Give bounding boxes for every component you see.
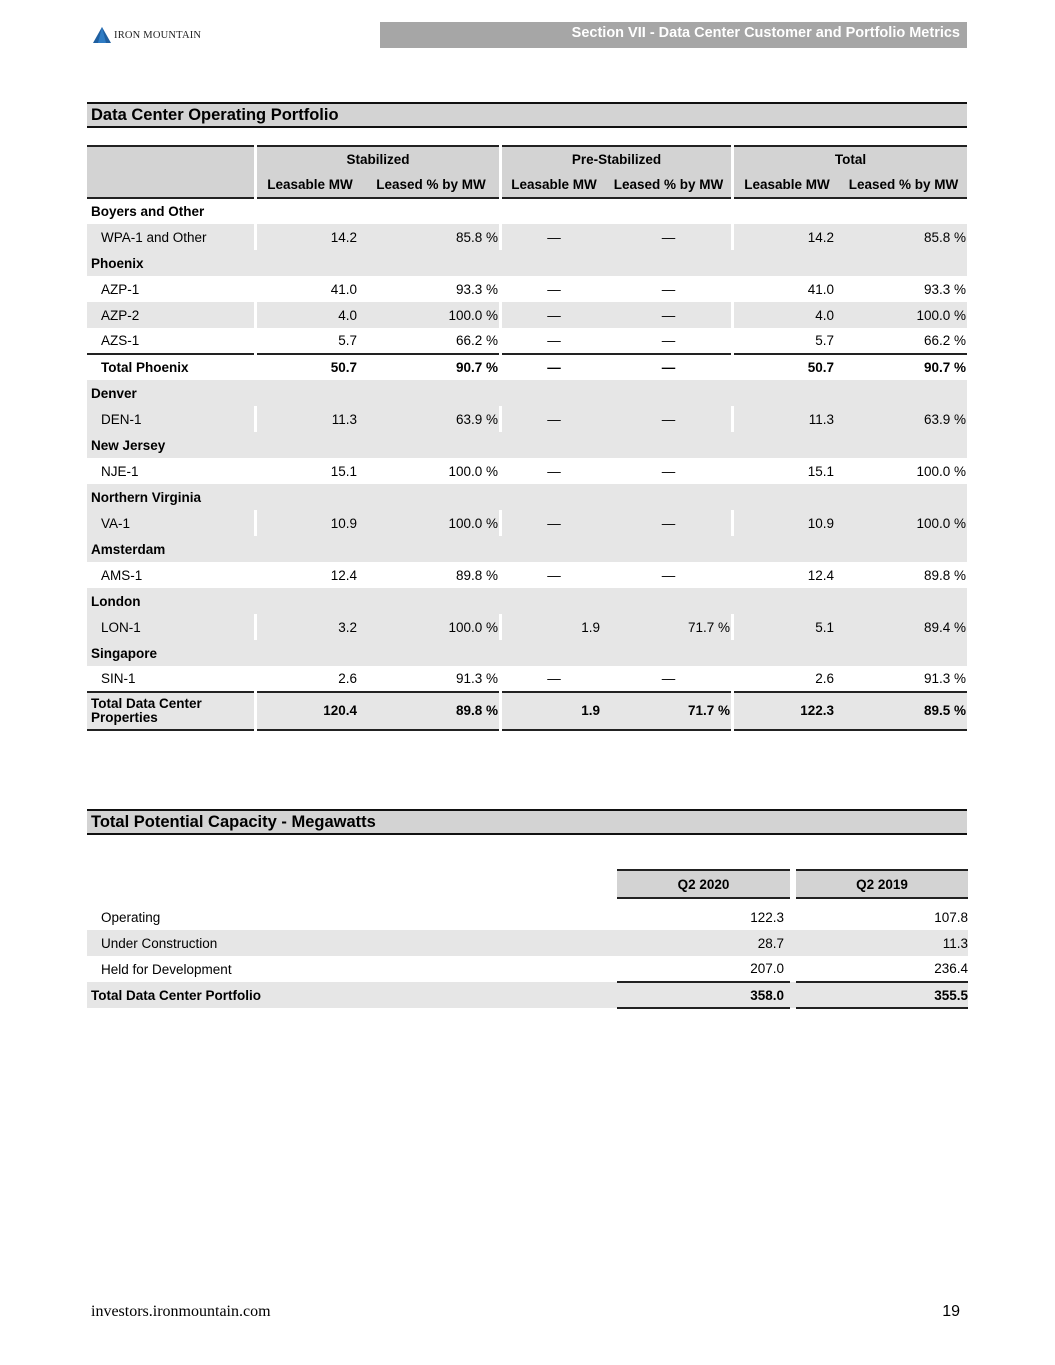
value-stabilized-mw: 15.1 <box>330 463 357 479</box>
value-stabilized-pct: 100.0 % <box>363 614 499 640</box>
group-header-row <box>87 146 967 172</box>
facility-row <box>87 224 967 250</box>
grand-total-label-line2: Properties <box>91 710 158 725</box>
facility-label: AZP-1 <box>101 281 140 297</box>
value-total-mw: 10.9 <box>734 510 840 536</box>
footer-url[interactable]: investors.ironmountain.com <box>91 1303 271 1320</box>
value-total-pct: 63.9 % <box>840 406 967 432</box>
group-header-total: Total <box>734 146 967 172</box>
capacity-value-q2-2020: 28.7 <box>617 930 790 956</box>
value-pre-stabilized-pct: 71.7 % <box>606 614 731 640</box>
value-total-pct: 89.4 % <box>840 614 967 640</box>
facility-row <box>87 614 967 640</box>
value-stabilized-pct: 90.7 % <box>363 354 499 380</box>
value-stabilized-pct: 100.0 % <box>363 302 499 328</box>
value-total-pct: 85.8 % <box>840 224 967 250</box>
header-blank <box>87 146 254 198</box>
region-row <box>87 432 967 458</box>
value-pre-stabilized-mw: — <box>547 671 561 686</box>
region-label: Denver <box>87 380 967 406</box>
value-stabilized-mw: 10.9 <box>257 510 363 536</box>
region-row <box>87 250 967 276</box>
capacity-total-label: Total Data Center Portfolio <box>87 982 617 1008</box>
value-pre-stabilized-pct: — <box>606 224 731 250</box>
value-pre-stabilized-mw: — <box>547 567 561 583</box>
col-header-pre-stabilized-pct: Leased % by MW <box>606 172 731 198</box>
facility-row <box>87 458 967 484</box>
region-label: Singapore <box>87 640 967 666</box>
value-total-mw: 4.0 <box>734 302 840 328</box>
capacity-total-q2-2020: 358.0 <box>617 982 790 1008</box>
region-row <box>87 588 967 614</box>
grand-total-pre-stabilized-pct: 71.7 % <box>606 692 731 730</box>
capacity-row-label: Operating <box>101 909 161 925</box>
col-header-q2-2020: Q2 2020 <box>617 870 790 898</box>
capacity-row-label: Held for Development <box>101 961 232 977</box>
facility-row <box>87 666 967 692</box>
value-stabilized-mw: 50.7 <box>257 354 363 380</box>
value-pre-stabilized-pct: — <box>661 671 676 686</box>
value-stabilized-pct: 100.0 % <box>448 463 499 479</box>
facility-row <box>87 328 967 354</box>
value-total-pct: 66.2 % <box>923 333 967 348</box>
section-banner: Section VII - Data Center Customer and Portfolio Metrics <box>380 22 967 48</box>
value-pre-stabilized-mw: — <box>502 354 606 380</box>
region-label: Phoenix <box>87 250 967 276</box>
region-total-label: Total Phoenix <box>87 354 254 380</box>
value-total-mw: 5.1 <box>734 614 840 640</box>
mountain-logo-icon <box>93 27 111 43</box>
facility-label: NJE-1 <box>101 463 139 479</box>
facility-row <box>87 302 967 328</box>
capacity-title: Total Potential Capacity - Megawatts <box>87 809 967 835</box>
value-pre-stabilized-pct: — <box>606 302 731 328</box>
value-total-mw: 12.4 <box>807 567 835 583</box>
value-stabilized-pct: 63.9 % <box>363 406 499 432</box>
portfolio-table <box>87 145 967 731</box>
value-pre-stabilized-pct: — <box>606 406 731 432</box>
capacity-value-q2-2019: 107.8 <box>934 909 968 925</box>
col-header-total-mw: Leasable MW <box>734 172 840 198</box>
grand-total-row <box>87 692 967 730</box>
value-total-mw: 14.2 <box>734 224 840 250</box>
value-pre-stabilized-pct: — <box>661 463 676 479</box>
value-stabilized-mw: 4.0 <box>257 302 363 328</box>
value-pre-stabilized-mw: — <box>547 281 561 297</box>
col-header-stabilized-mw: Leasable MW <box>257 172 363 198</box>
capacity-table <box>87 869 968 1009</box>
region-total-row <box>87 354 967 380</box>
facility-label: AZS-1 <box>101 333 140 348</box>
value-total-mw: 11.3 <box>734 406 840 432</box>
value-total-pct: 100.0 % <box>916 463 967 479</box>
facility-label: VA-1 <box>87 510 254 536</box>
logo-text: IRON MOUNTAIN <box>114 29 202 41</box>
region-label: Amsterdam <box>87 536 967 562</box>
facility-label: AMS-1 <box>101 567 143 583</box>
company-logo <box>93 27 201 43</box>
value-pre-stabilized-mw: — <box>502 510 606 536</box>
capacity-row <box>87 930 968 956</box>
grand-total-label-line1: Total Data Center <box>91 696 202 711</box>
capacity-value-q2-2019: 236.4 <box>934 961 968 976</box>
grand-total-total-pct: 89.5 % <box>840 692 967 730</box>
facility-row <box>87 510 967 536</box>
value-pre-stabilized-mw: 1.9 <box>502 614 606 640</box>
capacity-row-label: Under Construction <box>87 930 617 956</box>
value-pre-stabilized-mw: — <box>502 302 606 328</box>
grand-total-stabilized-pct: 89.8 % <box>363 692 499 730</box>
region-row <box>87 198 967 224</box>
page-number: 19 <box>942 1303 960 1320</box>
value-pre-stabilized-pct: — <box>661 281 676 297</box>
capacity-value-q2-2019: 11.3 <box>796 930 968 956</box>
value-total-pct: 100.0 % <box>840 302 967 328</box>
value-stabilized-mw: 2.6 <box>338 671 357 686</box>
facility-label: SIN-1 <box>101 671 136 686</box>
facility-row <box>87 406 967 432</box>
value-stabilized-pct: 93.3 % <box>455 281 499 297</box>
value-pre-stabilized-mw: — <box>502 406 606 432</box>
col-header-total-pct: Leased % by MW <box>840 172 967 198</box>
portfolio-title: Data Center Operating Portfolio <box>87 102 967 128</box>
grand-total-pre-stabilized-mw: 1.9 <box>502 692 606 730</box>
value-stabilized-pct: 100.0 % <box>363 510 499 536</box>
value-total-mw: 41.0 <box>807 281 835 297</box>
capacity-total-row <box>87 982 968 1008</box>
value-total-pct: 89.8 % <box>923 567 967 583</box>
region-label: New Jersey <box>87 432 967 458</box>
grand-total-label <box>87 692 254 730</box>
value-stabilized-pct: 66.2 % <box>455 333 499 348</box>
value-stabilized-mw: 41.0 <box>330 281 357 297</box>
capacity-row <box>87 904 968 930</box>
value-stabilized-pct: 91.3 % <box>455 671 499 686</box>
capacity-row <box>87 956 968 982</box>
region-label: London <box>87 588 967 614</box>
value-stabilized-mw: 5.7 <box>338 333 357 348</box>
value-pre-stabilized-mw: — <box>502 224 606 250</box>
value-stabilized-pct: 89.8 % <box>455 567 499 583</box>
value-total-mw: 50.7 <box>734 354 840 380</box>
grand-total-stabilized-mw: 120.4 <box>257 692 363 730</box>
value-total-pct: 90.7 % <box>840 354 967 380</box>
value-stabilized-mw: 11.3 <box>257 406 363 432</box>
value-total-pct: 100.0 % <box>840 510 967 536</box>
region-row <box>87 640 967 666</box>
value-pre-stabilized-pct: — <box>661 333 676 348</box>
region-label: Northern Virginia <box>87 484 967 510</box>
value-stabilized-pct: 85.8 % <box>363 224 499 250</box>
facility-label: DEN-1 <box>87 406 254 432</box>
value-total-mw: 15.1 <box>807 463 835 479</box>
facility-label: WPA-1 and Other <box>87 224 254 250</box>
capacity-value-q2-2020: 122.3 <box>750 909 784 925</box>
facility-label: LON-1 <box>87 614 254 640</box>
value-stabilized-mw: 3.2 <box>257 614 363 640</box>
value-total-pct: 93.3 % <box>923 281 967 297</box>
group-header-pre-stabilized: Pre-Stabilized <box>502 146 731 172</box>
value-total-mw: 2.6 <box>815 671 835 686</box>
grand-total-total-mw: 122.3 <box>734 692 840 730</box>
group-header-stabilized: Stabilized <box>257 146 499 172</box>
col-header-stabilized-pct: Leased % by MW <box>363 172 499 198</box>
capacity-header-row <box>87 870 968 898</box>
region-row <box>87 484 967 510</box>
region-row <box>87 380 967 406</box>
region-row <box>87 536 967 562</box>
value-pre-stabilized-pct: — <box>606 510 731 536</box>
facility-row <box>87 562 967 588</box>
value-stabilized-mw: 12.4 <box>330 567 357 583</box>
value-pre-stabilized-pct: — <box>606 354 731 380</box>
capacity-total-q2-2019: 355.5 <box>796 982 968 1008</box>
region-label: Boyers and Other <box>91 204 205 219</box>
value-stabilized-mw: 14.2 <box>257 224 363 250</box>
value-total-pct: 91.3 % <box>923 671 967 686</box>
value-pre-stabilized-pct: — <box>661 567 676 583</box>
capacity-value-q2-2020: 207.0 <box>750 961 784 976</box>
col-header-pre-stabilized-mw: Leasable MW <box>502 172 606 198</box>
value-pre-stabilized-mw: — <box>547 333 561 348</box>
value-total-mw: 5.7 <box>815 333 835 348</box>
facility-label: AZP-2 <box>87 302 254 328</box>
col-header-q2-2019: Q2 2019 <box>796 870 968 898</box>
facility-row <box>87 276 967 302</box>
value-pre-stabilized-mw: — <box>547 463 561 479</box>
